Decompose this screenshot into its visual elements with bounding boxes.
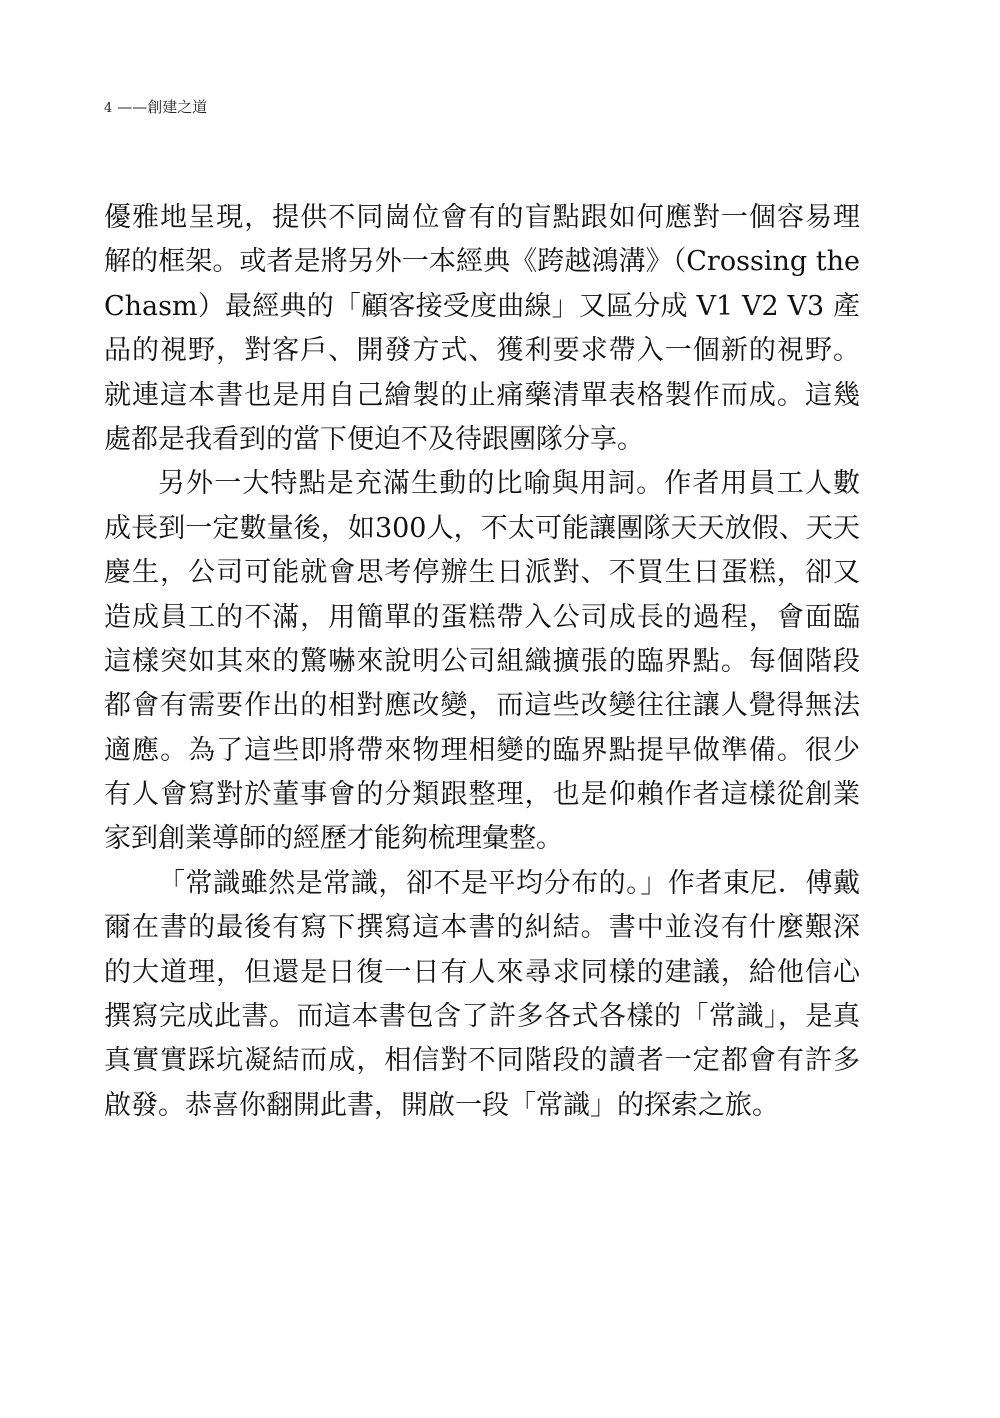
text-line: 有人會寫對於董事會的分類跟整理，也是仰賴作者這樣從創業 [104,779,860,811]
text-line: 優雅地呈現，提供不同崗位會有的盲點跟如何應對一個容易理 [104,202,860,233]
text-line: 「常識雖然是常識，卻不是平均分布的。」作者東尼．傅戴 [158,867,860,899]
text-line: 都會有需要作出的相對應改變，而這些改變往往讓人覺得無法 [104,690,860,722]
running-header [104,97,207,119]
text-line: 造成員工的不滿，用簡單的蛋糕帶入公司成長的過程，會面臨 [104,601,860,633]
text-line: Chasm）最經典的「顧客接受度曲線」又區分成 V1 V2 V3 產 [104,290,860,322]
body-text [104,196,860,1128]
text-line: 成長到一定數量後，如300人，不太可能讓團隊天天放假、天天 [104,512,860,544]
text-line: 這樣突如其來的驚嚇來說明公司組織擴張的臨界點。每個階段 [104,645,860,677]
text-line: 處都是我看到的當下便迫不及待跟團隊分享。 [104,423,644,455]
text-line: 品的視野，對客戶、開發方式、獲利要求帶入一個新的視野。 [104,335,860,367]
running-title: ——創建之道 [117,98,208,116]
text-line: 家到創業導師的經歷才能夠梳理彙整。 [104,823,563,855]
text-line: 就連這本書也是用自己繪製的止痛藥清單表格製作而成。這幾 [104,379,860,411]
text-line: 慶生，公司可能就會思考停辦生日派對、不買生日蛋糕，卻又 [104,557,860,589]
text-line: 的大道理，但還是日復一日有人來尋求同樣的建議，給他信心 [104,956,860,988]
text-line: 啟發。恭喜你翻開此書，開啟一段「常識」的探索之旅。 [104,1089,779,1121]
page-number: 4 [104,101,113,116]
text-line: 適應。為了這些即將帶來物理相變的臨界點提早做準備。很少 [104,734,860,766]
text-line: 爾在書的最後有寫下撰寫這本書的糾結。書中並沒有什麼艱深 [104,912,860,944]
text-line: 另外一大特點是充滿生動的比喻與用詞。作者用員工人數 [158,468,860,500]
text-line: 真實實踩坑凝結而成，相信對不同階段的讀者一定都會有許多 [104,1045,860,1077]
text-line: 撰寫完成此書。而這本書包含了許多各式各樣的「常識」，是真 [104,1001,860,1033]
text-line: 解的框架。或者是將另外一本經典《跨越鴻溝》（Crossing the [104,246,860,278]
